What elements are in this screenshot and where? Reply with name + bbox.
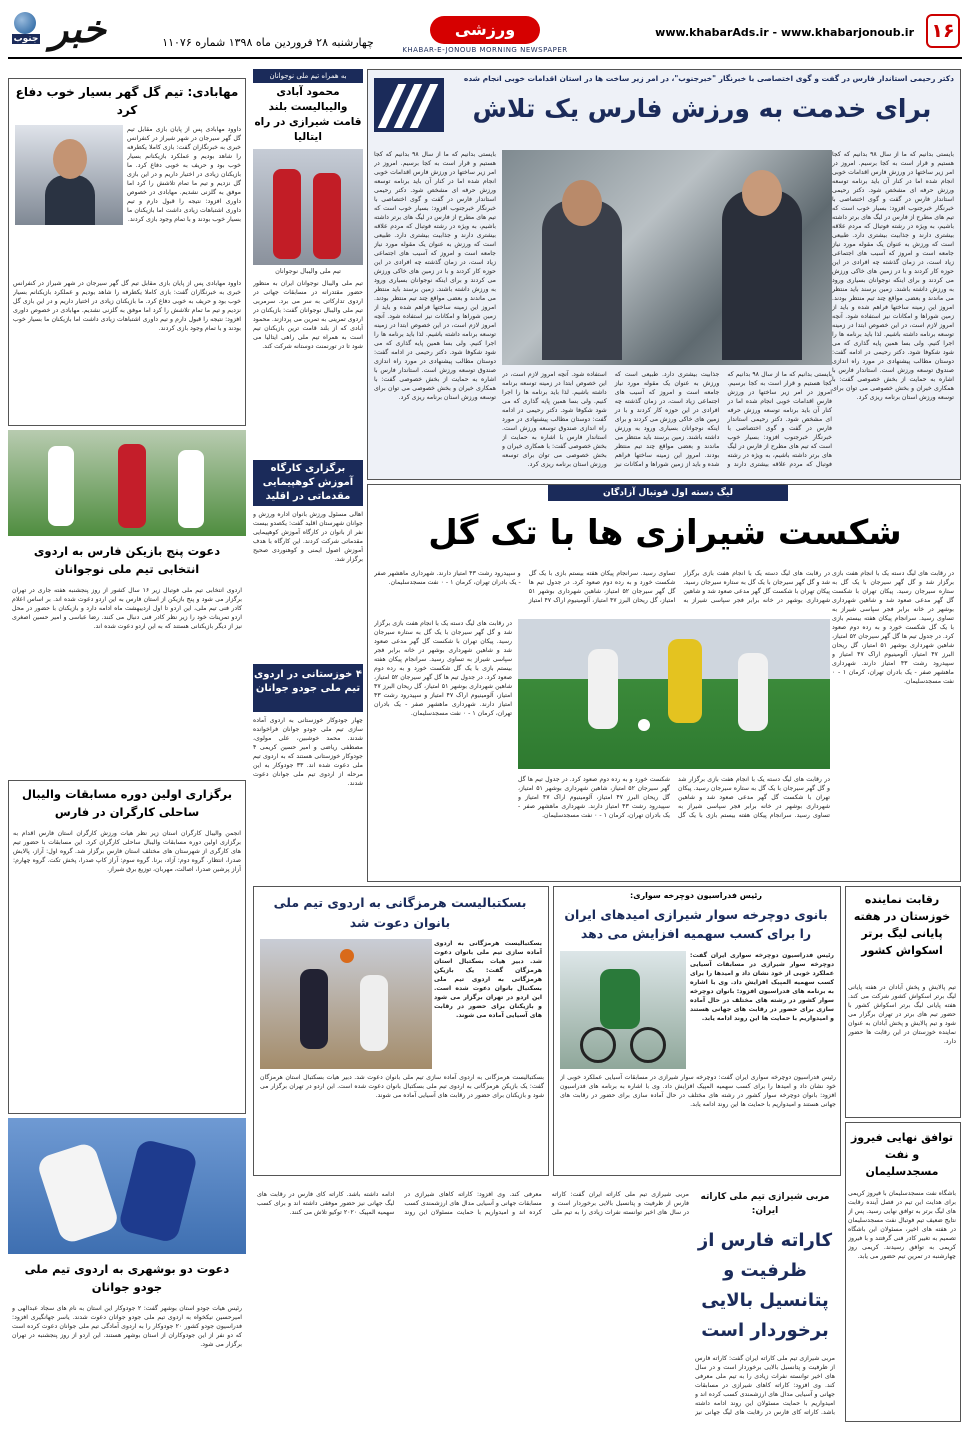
basketball-story: [253, 886, 549, 1176]
date-issue: چهارشنبه ۲۸ فروردین ماه ۱۳۹۸ شماره ۱۱۰۷۶: [162, 36, 374, 49]
cycling-photo: [560, 951, 686, 1069]
cycling-body-bottom: رئیس فدراسیون دوچرخه سواری ایران گفت: دوچرخه سوار شیرازی در مسابقات آسیایی عملکرد خوبی از خود نشان داد و امیدها را برای کسب سهمیه المپیک افزایش داد. وی با اشاره به برنامه های فدراسیون افزود: بانوان دوچرخه سوار کشور در رشته های مختلف در حال آماده سازی برای حضور در رقابت های جهانی هستند و امیدواریم با حمایت ها این روند ادامه یابد.: [560, 1074, 836, 1108]
logo: [8, 6, 120, 56]
lead-kicker: دکتر رحیمی استاندار فارس در گفت و گوی اختصاصی با خبرنگار "خبرجنوب"، در امر زیر ساخت ها در استان اقدامات خوبی انجام شده: [463, 74, 954, 83]
khuzestan-judo-story: [253, 664, 363, 880]
mahabadi-photo: [15, 125, 123, 225]
masthead: [0, 0, 970, 60]
volley-workers-story: [8, 780, 246, 1114]
volley-youth-story: [253, 69, 363, 455]
squash-story: [845, 886, 961, 1118]
judo-photo: [8, 1118, 246, 1254]
globe-icon: [14, 12, 36, 34]
karate-body-cols: مربی شیرازی تیم ملی کاراته ایران گفت: کاراته فارس از ظرفیت و پتانسیل بالایی برخوردار است و در سال های اخیر توانسته نفرات زیادی را به تیم ملی معرفی کند. وی افزود: کاراته کاهای شیرازی در مسابقات جهانی و آسیایی مدال های ارزشمندی کسب کرده اند و امیدواریم با حمایت مسئولان این روند ادامه داشته باشد. کاراته کای فارس در رقابت های لیگ جهانی نیز حضور موفقی داشته اند و برای کسب سهمیه المپیک ۲۰۲۰ توکیو تلاش می کنند.: [257, 1191, 689, 1216]
karate-body-right: مربی شیرازی تیم ملی کاراته ایران گفت: کاراته فارس از ظرفیت و پتانسیل بالایی برخوردار است و در سال های اخیر توانسته نفرات زیادی را به تیم ملی معرفی کند. وی افزود: کاراته کاهای شیرازی در مسابقات جهانی و آسیایی مدال های ارزشمندی کسب کرده اند و امیدواریم با حمایت مسئولان این روند ادامه داشته باشد. کاراته کای فارس در رقابت های لیگ جهانی نیز: [695, 1355, 835, 1416]
lead-body-col-right: بایستی بدانیم که ما از سال ۹۸ بدانیم که کجا هستیم و قرار است به کجا برسیم. امروز در امر زیر ساختها در ورزش فارس اقدامات خوبی انجام شده اما در کنار آن باید برنامه توسعه ورزش حرفه ای مشخص شود. دکتر رحیمی استاندار فارس در گفت و گوی اختصاصی با خبرنگار خبرجنوب افزود: بسیار خوب است که تیم های مطرح از فارس در لیگ های برتر داشته باشیم، به ویژه در رشته فوتبال که مردم علاقه بیشتری دارند و جذابیت بیشتری دارد. طبیعی است که ورزش به عنوان یک مقوله مورد نیاز جامعه است و امروز که آسیب های اجتماعی زیاد است، در زمان گذشته چه افرادی در این حوزه کار کردند و با در زمین های خاکی ورزش می کردند و برای اینکه نوجوانان بسیاری ورود به ورزش داشته باشند. زمین برسند باید منتظر می ماندند و بعضی مواقع چند تیم منتظر بودند. امروز این زمینه ساختها فراهم شده و باید از زمین شوراها و امکانات نیز استفاده شود. آنچه امروز لازم است، در این خصوص ابتدا در زمینه توسعه برنامه داشته باشیم. لذا باید برنامه ها را اجرا کنیم. ولی بسا همین پایه گذاری که می شود شکوفا شود. دکتر رحیمی در ادامه گفت: دوستان مطالب پیشنهادی در مورد راه اندازی صندوق توسعه ورزش است. استاندار فارس با اشاره به حمایت از بخش خصوصی گفت: با همکاری خیران و بخش خصوصی می توان برای توسعه ورزش استان برنامه ریزی کرد.: [832, 151, 954, 401]
volley-workers-headline: برگزاری اولین دوره مسابقات والیبال ساحلی کارگران در فارس: [21, 787, 233, 819]
naft-story: [845, 1122, 961, 1422]
youth-football-photo: [8, 430, 246, 536]
league-story: [367, 484, 961, 882]
bushehr-judo-story: [8, 1258, 246, 1422]
basketball-headline: بسکتبالیست هرمزگانی به اردوی تیم ملی بانوان دعوت شد: [273, 895, 527, 930]
khuzestan-judo-headline: ۴ خوزستانی در اردوی تیم ملی جودو جوانان: [253, 664, 363, 712]
naft-body: باشگاه نفت مسجدسلیمان با فیروز کریمی برای هدایت این تیم در فصل آینده رقابت های لیگ برتر به توافق نهایی رسید. پس از نتایج ضعیف تیم فوتبال نفت مسجدسلیمان در هفته های اخیر، مسئولان این باشگاه تصمیم به تغییر کادر فنی گرفتند و با فیروز کریمی به توافق رسیدند. کریمی روز چهارشنبه در تمرین تیم حضور می یابد.: [848, 1190, 956, 1260]
logo-mark: خبر: [50, 7, 106, 51]
cycling-headline: بانوی دوچرخه سوار شیرازی امیدهای ایران را برای کسب سهمیه افزایش می دهد: [564, 907, 828, 941]
basketball-body-bottom: بسکتبالیست هرمزگانی به اردوی آماده سازی تیم ملی بانوان دعوت شد. دبیر هیات بسکتبال استان هرمزگان گفت: یک بازیکن هرمزگانی به اردوی تیم ملی بسکتبال بانوان دعوت شده است. این اردو در تهران برگزار می شود و بازیکنان برای حضور در رقابت های آسیایی آماده می شوند.: [260, 1074, 544, 1099]
squash-body: تیم پالایش و پخش آبادان در هفته پایانی لیگ برتر اسکواش کشور شرکت می کند. هفته پایانی لیگ برتر اسکواش کشور با حضور تیم های برتر در تهران برگزار می شود و تیم پالایش و پخش آبادان به عنوان نماینده خوزستان در این رقابت ها حضور دارد.: [848, 984, 956, 1045]
cycling-body-right: رئیس فدراسیون دوچرخه سواری ایران گفت: دوچرخه سوار شیرازی در مسابقات آسیایی عملکرد خوبی از خود نشان داد و امیدها را برای کسب سهمیه المپیک افزایش داد. وی با اشاره به برنامه های فدراسیون افزود: بانوان دوچرخه سوار کشور در رشته های مختلف در حال آماده سازی برای حضور در رقابت های جهانی هستند و امیدواریم با حمایت ها این روند ادامه یابد.: [690, 952, 834, 1022]
league-body-bottom-mid: در رقابت های لیگ دسته یک با انجام هفت بازی برگزار شد و گل گهر سیرجان با یک گل به ستاره سیرجان رسید. پیکان تهران با شکست گل گهر مدعی صعود شد و شاهین شهرداری بوشهر در خانه برابر فجر سپاسی شیراز به تساوی رسید. سرانجام پیکان هفته بیستم بازی با یک گل شکست خورد و به رده دوم صعود کرد. در جدول تیم ها گل گهر سیرجان ۵۲ امتیاز، شاهین شهرداری بوشهر ۵۱ امتیاز، گل ریحان البرز ۴۷ امتیاز، آلومینیوم اراک ۴۷ امتیاز و سپیدرود رشت ۴۳ امتیاز دارند. شهرداری ماهشهر صفر - یک بادران تهران، کرمان ۱ - ۰ نفت مسجدسلیمان.: [518, 776, 830, 819]
mahabadi-body-bottom: داوود مهابادی پس از پایان بازی مقابل تیم گل گهر سیرجان در شهر شیراز در کنفرانس خبری به خبرنگاران گفت: بازی کاملا یکطرفه را شاهد بودیم و عملکرد بازیکنانم بسیار خوب بود و حریف به خوبی دفاع کرد. ما بازیکنان زیادی در اختیار داریم و در این بازی گل نزدیم و تیم ما تمام تلاشش را کرد اما موفق به گلزنی نشدیم. مهابادی در خصوص داوری افزود: نتیجه را قبول دارم و تیم داوری اشتباهات زیادی داشت اما بازیکنان ما بسیار خوب بودند و با تمام وجود بازی کردند.: [13, 280, 241, 332]
lead-body-col-mid: بایستی بدانیم که ما از سال ۹۸ بدانیم که کجا هستیم و قرار است به کجا برسیم. امروز در امر زیر ساختها در ورزش فارس اقدامات خوبی انجام شده اما در کنار آن باید برنامه توسعه ورزش حرفه ای مشخص شود. دکتر رحیمی استاندار فارس در گفت و گوی اختصاصی با خبرنگار خبرجنوب افزود: بسیار خوب است که تیم های مطرح از فارس در لیگ های برتر داشته باشیم، به ویژه در رشته فوتبال که مردم علاقه بیشتری دارند و جذابیت بیشتری دارد. طبیعی است که ورزش به عنوان یک مقوله مورد نیاز جامعه است و امروز که آسیب های اجتماعی زیاد است، در زمان گذشته چه افرادی در این حوزه کار کردند و با در زمین های خاکی ورزش می کردند و برای اینکه نوجوانان بسیاری ورود به ورزش داشته باشند. زمین برسند باید منتظر می ماندند و بعضی مواقع چند تیم منتظر بودند. امروز این زمینه ساختها فراهم شده و باید از زمین شوراها و امکانات نیز استفاده شود. آنچه امروز لازم است، در این خصوص ابتدا در زمینه توسعه برنامه داشته باشیم. لذا باید برنامه ها را اجرا کنیم. ولی بسا همین پایه گذاری که می شود شکوفا شود. دکتر رحیمی در ادامه گفت: دوستان مطالب پیشنهادی در مورد راه اندازی صندوق توسعه ورزش است. استاندار فارس با اشاره به حمایت از بخش خصوصی گفت: با همکاری خیران و بخش خصوصی می توان برای توسعه ورزش استان برنامه ریزی کرد.: [502, 371, 832, 468]
lead-story: [367, 69, 961, 480]
youth-invite-story: [8, 540, 246, 776]
mahabadi-headline: مهابادی: تیم گل گهر بسیار خوب دفاع کرد: [15, 85, 239, 117]
workshop-headline: برگزاری کارگاه آموزش کوهپیمایی مقدماتی در اقلید: [253, 460, 363, 506]
websites: www.khabarAds.ir - www.khabarjonoub.ir: [655, 26, 914, 39]
mahabadi-body-right: داوود مهابادی پس از پایان بازی مقابل تیم گل گهر سیرجان در شهر شیراز در کنفرانس خبری به خبرنگاران گفت: بازی کاملا یکطرفه را شاهد بودیم و عملکرد بازیکنانم بسیار خوب بود و حریف به خوبی دفاع کرد. ما بازیکنان زیادی در اختیار داریم و در این بازی گل نزدیم و تیم ما تمام تلاشش را کرد اما موفق به گلزنی نشدیم. مهابادی در خصوص داوری افزود: نتیجه را قبول دارم و تیم داوری اشتباهات زیادی داشت اما بازیکنان ما بسیار خوب بودند و با تمام وجود بازی کردند.: [127, 126, 241, 223]
volley-youth-body: تیم ملی والیبال نوجوانان ایران به منظور حضور مقتدرانه در مسابقات جهانی در اردوی تدارکاتی به سر می برد. سرمربی تیم ملی والیبال نوجوانان گفت: بازیکنان در اردوی تمرینی به تمرین می پردازند. محمود آبادی که از بلند قامت ترین بازیکنان تیم است به همراه تیم ملی راهی ایتالیا می شود تا در تورنمنت دوستانه شرکت کند.: [253, 280, 363, 350]
league-body-right: در رقابت های لیگ دسته یک با انجام هفت بازی برگزار شد و گل گهر سیرجان با یک گل به ستاره سیرجان رسید. پیکان تهران با شکست گل گهر مدعی صعود شد و شاهین شهرداری بوشهر در خانه برابر فجر سپاسی شیراز به تساوی رسید. سرانجام پیکان هفته بیستم بازی با یک گل شکست خورد و به رده دوم صعود کرد. در جدول تیم ها گل گهر سیرجان ۵۲ امتیاز، شاهین شهرداری بوشهر ۵۱ امتیاز، گل ریحان البرز ۴۷ امتیاز، آلومینیوم اراک ۴۷ امتیاز و سپیدرود رشت ۴۳ امتیاز دارند. شهرداری ماهشهر صفر - یک بادران تهران، کرمان ۱ - ۰ نفت مسجدسلیمان.: [832, 570, 954, 685]
workshop-body: اهالی مسئول ورزش بانوان اداره ورزش و جوانان شهرستان اقلید گفت: یکصدو بیست نفر از بانوان در کارگاه آموزش کوهپیمایی مقدماتی شرکت کردند. این کارگاه با هدف آموزش اصول ایمنی و کوهنوردی صحیح برگزار شد.: [253, 511, 363, 563]
volley-youth-kicker: به همراه تیم ملی نوجوانان: [253, 69, 363, 83]
league-body-left: در رقابت های لیگ دسته یک با انجام هفت بازی برگزار شد و گل گهر سیرجان با یک گل به ستاره سیرجان رسید. پیکان تهران با شکست گل گهر مدعی صعود شد و شاهین شهرداری بوشهر در خانه برابر فجر سپاسی شیراز به تساوی رسید. سرانجام پیکان هفته بیستم بازی با یک گل شکست خورد و به رده دوم صعود کرد. در جدول تیم ها گل گهر سیرجان ۵۲ امتیاز، شاهین شهرداری بوشهر ۵۱ امتیاز، گل ریحان البرز ۴۷ امتیاز، آلومینیوم اراک ۴۷ امتیاز و سپیدرود رشت ۴۳ امتیاز دارند. شهرداری ماهشهر صفر - یک بادران تهران، کرمان ۱ - ۰ نفت مسجدسلیمان.: [374, 620, 512, 717]
volley-youth-caption: تیم ملی والیبال نوجوانان: [275, 267, 341, 275]
league-body-top-mid: در رقابت های لیگ دسته یک با انجام هفت بازی برگزار شد و گل گهر سیرجان با یک گل به ستاره سیرجان رسید. پیکان تهران با شکست گل گهر مدعی صعود شد و شاهین شهرداری بوشهر در خانه برابر فجر سپاسی شیراز به تساوی رسید. سرانجام پیکان هفته بیستم بازی با یک گل شکست خورد و به رده دوم صعود کرد. در جدول تیم ها گل گهر سیرجان ۵۲ امتیاز، شاهین شهرداری بوشهر ۵۱ امتیاز، گل ریحان البرز ۴۷ امتیاز، آلومینیوم اراک ۴۷ امتیاز و سپیدرود رشت ۴۳ امتیاز دارند. شهرداری ماهشهر صفر - یک بادران تهران، کرمان ۱ - ۰ نفت مسجدسلیمان.: [374, 570, 830, 604]
volley-youth-photo: [253, 149, 363, 265]
lead-logo-stripes: [374, 78, 444, 132]
english-name: KHABAR-E-JONOUB MORNING NEWSPAPER: [402, 46, 568, 54]
basketball-body-right: بسکتبالیست هرمزگانی به اردوی آماده سازی تیم ملی بانوان دعوت شد. دبیر هیات بسکتبال استان هرمزگان گفت: یک بازیکن هرمزگانی به اردوی تیم ملی بسکتبال بانوان دعوت شده است. این اردو در تهران برگزار می شود و بازیکنان برای حضور در رقابت های آسیایی آماده می شوند.: [434, 940, 542, 1019]
league-kicker: لیگ دسته اول فوتبال آزادگان: [548, 485, 788, 501]
mahabadi-story: [8, 78, 246, 426]
logo-sub: جنوب: [13, 34, 39, 44]
league-headline: شکست شیرازی ها با تک گل: [428, 513, 902, 553]
youth-invite-body: اردوی انتخابی تیم ملی فوتبال زیر ۱۶ سال کشور از روز پنجشنبه هفته جاری در تهران برگزار می شود و پنج بازیکن از استان فارس به این اردو دعوت شده اند. بر اساس اعلام کادر فنی تیم ملی، این اردو تا اول اردیبهشت ماه ادامه دارد و بازیکنان با حضور در محل اردو تمرینات خود را زیر نظر کادر فنی دنبال می کنند. رضا عباسی و امیر حسین اصغری نیز از دیگر بازیکنانی هستند که به این اردو دعوت شده اند.: [12, 587, 242, 630]
naft-headline: توافق نهایی فیروز و نفت مسجدسلیمان: [850, 1131, 954, 1178]
karate-headline: کاراته فارس از ظرفیت و پتانسیل بالایی برخوردار است: [697, 1230, 833, 1341]
cycling-kicker: رئیس فدراسیون دوچرخه سواری:: [630, 891, 762, 900]
bushehr-judo-headline: دعوت دو بوشهری به اردوی تیم ملی جودو جوانان: [24, 1262, 230, 1294]
squash-headline: رقابت نماینده خوزستان در هفته پایانی لیگ برتر اسکواش کشور: [853, 893, 951, 957]
karate-kicker: مربی شیرازی تیم ملی کاراته ایران:: [700, 1192, 830, 1216]
khuzestan-judo-body: چهار جودوکار خوزستانی به اردوی آماده سازی تیم ملی جودو جوانان فراخوانده شدند. محمد خوشبین، علی مولوی، مصطفی ریاضی و امیر حسین کریمی ۴ جودوکار خوزستانی هستند که به اردوی تیم ملی دعوت شده اند. ۳۳ جودوکار به این مرحله از اردوی تیم ملی جوانان دعوت شدند.: [253, 717, 363, 787]
lead-photo: [502, 150, 832, 365]
section-label: ورزشی: [430, 16, 540, 44]
page-number: ۱۶: [926, 14, 960, 48]
karate-story: [253, 1182, 841, 1422]
basketball-photo: [260, 939, 432, 1069]
league-photo: [518, 619, 830, 769]
cycling-story: [553, 886, 841, 1176]
bushehr-judo-body: رئیس هیات جودو استان بوشهر گفت: ۲ جودوکار این استان به نام های سجاد عبدالهی و امیرحسین نیکخواه به اردوی تیم ملی جودو جوانان دعوت شدند. یاسر جهانگیری افزود: فدراسیون جودو کشور ۲۰ جودوکار را به اردوی آمادگی تیم ملی جوانان دعوت کرده است که دو نفر از این جودوکاران از استان بوشهر هستند. این اردو از روز پنجشنبه در تهران برگزار می شود.: [12, 1305, 242, 1348]
lead-body-col-left: بایستی بدانیم که ما از سال ۹۸ بدانیم که کجا هستیم و قرار است به کجا برسیم. امروز در امر زیر ساختها در ورزش فارس اقدامات خوبی انجام شده اما در کنار آن باید برنامه توسعه ورزش حرفه ای مشخص شود. دکتر رحیمی استاندار فارس در گفت و گوی اختصاصی با خبرنگار خبرجنوب افزود: بسیار خوب است که تیم های مطرح از فارس در لیگ های برتر داشته باشیم، به ویژه در رشته فوتبال که مردم علاقه بیشتری دارند و جذابیت بیشتری دارد. طبیعی است که ورزش به عنوان یک مقوله مورد نیاز جامعه است و امروز که آسیب های اجتماعی زیاد است، در زمان گذشته چه افرادی در این حوزه کار کردند و با در زمین های خاکی ورزش می کردند و برای اینکه نوجوانان بسیاری ورود به ورزش داشته باشند. زمین برسند باید منتظر می ماندند و بعضی مواقع چند تیم منتظر بودند. امروز این زمینه ساختها فراهم شده و باید از زمین شوراها و امکانات نیز استفاده شود. آنچه امروز لازم است، در این خصوص ابتدا در زمینه توسعه برنامه داشته باشیم. لذا باید برنامه ها را اجرا کنیم. ولی بسا همین پایه گذاری که می شود شکوفا شود. دکتر رحیمی در ادامه گفت: دوستان مطالب پیشنهادی در مورد راه اندازی صندوق توسعه ورزش است. استاندار فارس با اشاره به حمایت از بخش خصوصی گفت: با همکاری خیران و بخش خصوصی می توان برای توسعه ورزش استان برنامه ریزی کرد.: [374, 151, 496, 401]
workshop-story: [253, 460, 363, 660]
lead-headline: برای خدمت به ورزش فارس یک تلاش: [472, 94, 932, 123]
youth-invite-headline: دعوت پنج بازیکن فارس به اردوی انتخابی تیم ملی نوجوانان: [33, 544, 221, 576]
masthead-rule: [8, 57, 962, 59]
volley-workers-body: انجمن والیبال کارگران استان زیر نظر هیات ورزش کارگران استان فارس اقدام به برگزاری اولین دوره مسابقات والیبال ساحلی کارگران کرد. این مسابقات با حضور تیم های کارگری از شهرستان های مختلف استان فارس برگزار شد. گروه اول: آراز، پالایش صدرا، انتظار. گروه دوم: آزاد، برنا. گروه سوم: آراز کاپ صدرا، پخش تکت. گروه چهارم: آراز پرشین صدرا، اصالت، مهربان، توزیع برق شیراز.: [13, 830, 241, 873]
volley-youth-headline: محمود آبادی والیبالیست بلند قامت شیرازی در راه ایتالیا: [254, 86, 362, 143]
